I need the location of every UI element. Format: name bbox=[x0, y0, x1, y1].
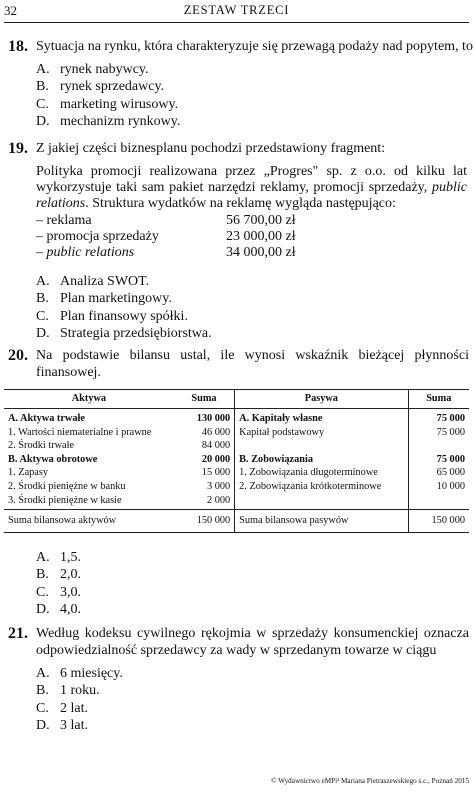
answer-options bbox=[36, 273, 212, 342]
question-number: 20. bbox=[8, 347, 28, 364]
table-row: 2. Środki pieniężne w banku 3 000 2. Zobowiązania krótkoterminowe 10 000 bbox=[8, 480, 465, 492]
table-footer-row: Suma bilansowa aktywów 150 000 Suma bilansowa pasywów 150 000 bbox=[4, 510, 469, 533]
option-b[interactable]: B. 2,0. bbox=[36, 567, 81, 583]
table-row: 3. Środki pieniężne w kasie 2 000 bbox=[4, 494, 469, 510]
option-c[interactable]: C. 3,0. bbox=[36, 584, 81, 600]
answer-options bbox=[36, 61, 180, 130]
question-text: Z jakiej części biznesplanu pochodzi przedstawiony fragment: bbox=[36, 141, 386, 156]
page-header bbox=[4, 2, 469, 23]
option-c[interactable]: C. Plan finansowy spółki. bbox=[36, 308, 188, 324]
option-a[interactable]: A. 6 miesięcy. bbox=[36, 666, 123, 681]
expense-row: – public relations 34 000,00 zł bbox=[36, 245, 296, 261]
page-number: 32 bbox=[4, 3, 17, 18]
page-footer-copyright: © Wydawnictwo eMPi² Mariana Pietraszewskiego s.c., Poznań 2015 bbox=[271, 777, 469, 785]
expenses-list bbox=[36, 213, 336, 262]
question-number: 18. bbox=[8, 38, 28, 55]
table-row: A. Aktywa trwałe 130 000 A. Kapitały własne 75 000 bbox=[4, 409, 469, 426]
column-header-liabilities-sum: Suma bbox=[408, 390, 469, 409]
option-b[interactable]: B. Plan marketingowy. bbox=[36, 291, 172, 307]
table-row: 2. Środki trwałe 84 000 bbox=[4, 439, 469, 453]
option-a[interactable]: A. 1,5. bbox=[36, 550, 81, 565]
option-c[interactable]: C. marketing wirusowy. bbox=[36, 96, 179, 112]
question-text: Sytuacja na rynku, która charakteryzuje się przewagą podaży nad popytem, to bbox=[36, 39, 473, 54]
option-d[interactable]: D. 4,0. bbox=[36, 601, 81, 617]
option-b[interactable]: B. rynek sprzedawcy. bbox=[36, 79, 165, 95]
column-header-assets-sum: Suma bbox=[174, 390, 235, 409]
question-number: 19. bbox=[8, 140, 28, 157]
expense-row: – promocja sprzedaży 23 000,00 zł bbox=[36, 229, 296, 245]
question-text: Według kodeksu cywilnego rękojmia w sprzedaży konsumenckiej oznacza odpowiedzialność sprzedawcy za wady w sprzedanym towarze w ciągu bbox=[36, 626, 469, 658]
option-a[interactable]: A. rynek nabywcy. bbox=[36, 62, 149, 77]
table-row: B. Aktywa obrotowe 20 000 B. Zobowiązania 75 000 bbox=[8, 453, 465, 465]
table-row: 1. Wartości niematerialne i prawne 46 000 Kapitał podstawowy 75 000 bbox=[8, 426, 465, 438]
answer-options bbox=[36, 549, 81, 618]
option-a[interactable]: A. Analiza SWOT. bbox=[36, 274, 150, 289]
table-row: 1. Zapasy 15 000 1. Zobowiązania długoterminowe 65 000 bbox=[8, 467, 465, 479]
question-text: Na podstawie bilansu ustal, ile wynosi wskaźnik bieżącej płynności finansowej. bbox=[36, 348, 469, 380]
option-c[interactable]: C. 2 lat. bbox=[36, 700, 88, 716]
column-header-liabilities: Pasywa bbox=[235, 390, 408, 409]
business-plan-fragment: Polityka promocji realizowana przez „Progres" sp. z o.o. od kilku lat wykorzystuje taki sam pakiet narzędzi reklamy, promocji sprzedaży, public relations. Struktura wydatków na reklamę wygląda następująco: bbox=[36, 164, 467, 212]
column-header-assets: Aktywa bbox=[4, 390, 174, 409]
balance-sheet-table bbox=[4, 389, 469, 533]
option-d[interactable]: D. Strategia przedsiębiorstwa. bbox=[36, 325, 212, 341]
option-b[interactable]: B. 1 roku. bbox=[36, 683, 100, 699]
answer-options bbox=[36, 665, 123, 734]
question-number: 21. bbox=[8, 625, 28, 642]
option-d[interactable]: D. 3 lat. bbox=[36, 717, 88, 733]
expense-row: – reklama 56 700,00 zł bbox=[36, 213, 296, 228]
page-title: ZESTAW TRZECI bbox=[183, 3, 290, 17]
table-header-row bbox=[4, 390, 469, 409]
option-d[interactable]: D. mechanizm rynkowy. bbox=[36, 113, 181, 129]
